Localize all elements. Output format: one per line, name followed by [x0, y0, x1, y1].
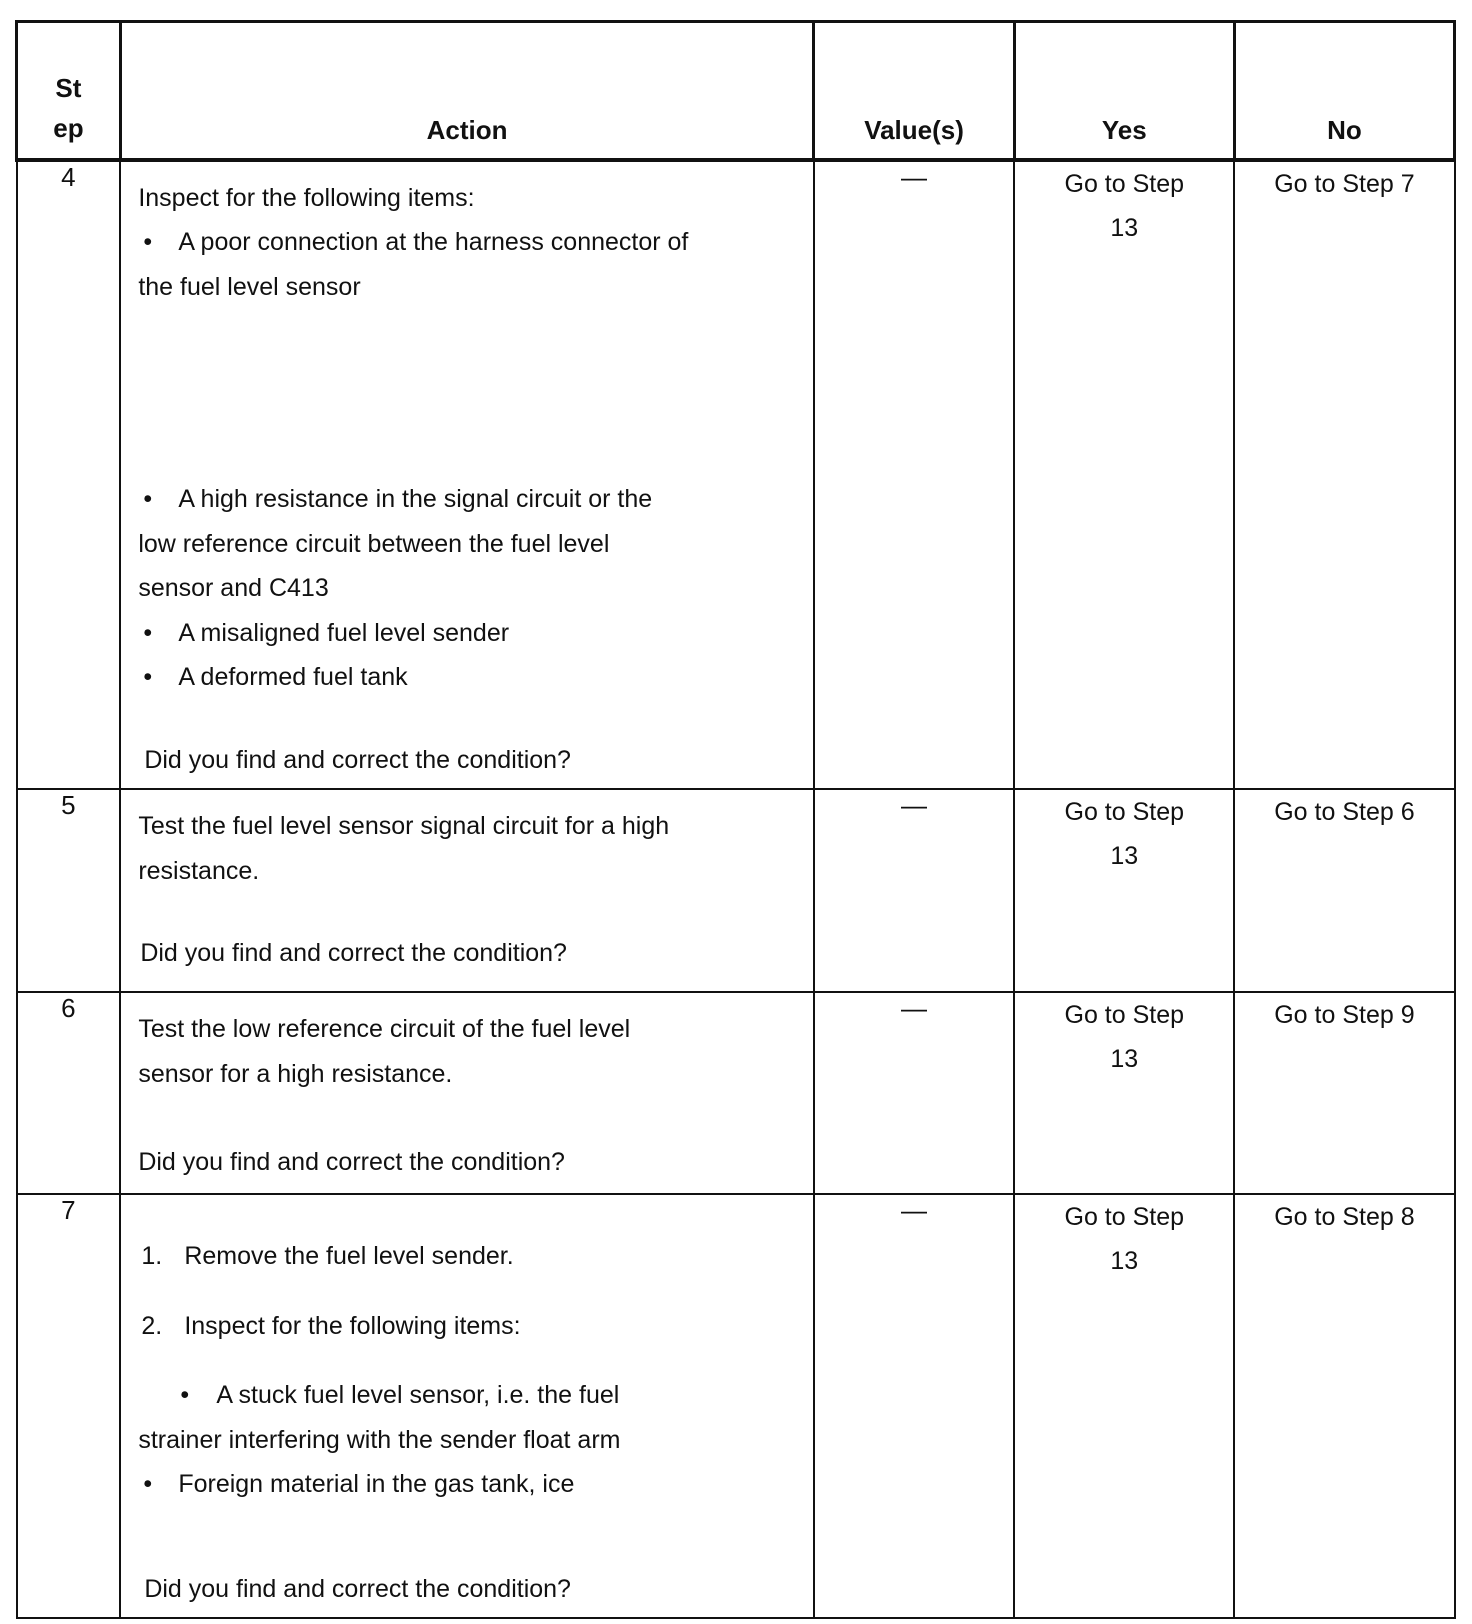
action-numbered-item: 2. Inspect for the following items: — [141, 1311, 521, 1340]
no-cell: Go to Step 9 — [1234, 992, 1454, 1194]
bullet-mark: • — [180, 1381, 190, 1409]
action-line: Test the low reference circuit of the fuel level — [138, 1015, 631, 1043]
bullet-mark: • — [143, 485, 153, 513]
action-line: resistance. — [138, 856, 260, 885]
action-column-header: Action — [120, 22, 814, 160]
action-line: sensor for a high resistance. — [138, 1059, 453, 1088]
table-row-step-4 — [17, 160, 1455, 790]
value-cell: — — [814, 789, 1014, 992]
action-cell — [120, 1194, 814, 1618]
action-cell — [120, 789, 814, 992]
step-column-header — [17, 22, 121, 160]
yes-column-header: Yes — [1014, 22, 1234, 160]
action-question: Did you find and correct the condition? — [140, 939, 567, 967]
value-cell: — — [814, 160, 1014, 790]
table-header-row — [17, 22, 1455, 160]
bullet-mark: • — [143, 228, 153, 256]
step-number: 5 — [17, 789, 121, 992]
bullet-mark: • — [143, 618, 153, 647]
action-bullet: • A stuck fuel level sensor, i.e. the fuel — [138, 1373, 793, 1418]
action-cell — [120, 992, 814, 1194]
bullet-mark: • — [143, 1470, 153, 1498]
action-question: Did you find and correct the condition? — [144, 745, 571, 774]
action-line: Test the fuel level sensor signal circuit for a high — [138, 812, 670, 840]
no-cell: Go to Step 7 — [1234, 160, 1454, 790]
action-bullet-cont: sensor and C413 — [138, 574, 329, 602]
step-number: 7 — [17, 1194, 121, 1618]
action-bullet-cont: low reference circuit between the fuel level — [138, 529, 610, 558]
step-header-line1: St — [55, 72, 82, 103]
action-bullet: • A high resistance in the signal circuit or the — [138, 477, 793, 522]
action-bullet: • A misaligned fuel level sender — [138, 611, 793, 656]
table-row-step-6 — [17, 992, 1455, 1194]
action-bullet: • A deformed fuel tank — [138, 655, 793, 700]
values-column-header: Value(s) — [814, 22, 1014, 160]
action-cell — [120, 160, 814, 790]
no-cell: Go to Step 6 — [1234, 789, 1454, 992]
table-row-step-5 — [17, 789, 1455, 992]
yes-cell: Go to Step 13 — [1014, 160, 1234, 790]
no-cell: Go to Step 8 — [1234, 1194, 1454, 1618]
step-number: 4 — [17, 160, 121, 790]
action-intro: Inspect for the following items: — [138, 183, 475, 212]
action-numbered-item: 1. Remove the fuel level sender. — [141, 1242, 514, 1270]
diagnostic-steps-table — [15, 20, 1456, 1619]
yes-cell: Go to Step 13 — [1014, 789, 1234, 992]
action-bullet-cont: strainer interfering with the sender float arm — [138, 1425, 621, 1454]
step-number: 6 — [17, 992, 121, 1194]
bullet-mark: • — [143, 663, 153, 691]
action-bullet: • Foreign material in the gas tank, ice — [138, 1462, 793, 1507]
value-cell: — — [814, 992, 1014, 1194]
table-row-step-7 — [17, 1194, 1455, 1618]
action-bullet: • A poor connection at the harness connector of — [138, 220, 793, 265]
no-column-header: No — [1234, 22, 1454, 160]
step-header-line2: ep — [53, 112, 84, 143]
value-cell: — — [814, 1194, 1014, 1618]
action-bullet-cont: the fuel level sensor — [138, 272, 361, 301]
yes-cell: Go to Step 13 — [1014, 1194, 1234, 1618]
action-question: Did you find and correct the condition? — [144, 1574, 571, 1603]
yes-cell: Go to Step 13 — [1014, 992, 1234, 1194]
action-question: Did you find and correct the condition? — [138, 1148, 565, 1176]
